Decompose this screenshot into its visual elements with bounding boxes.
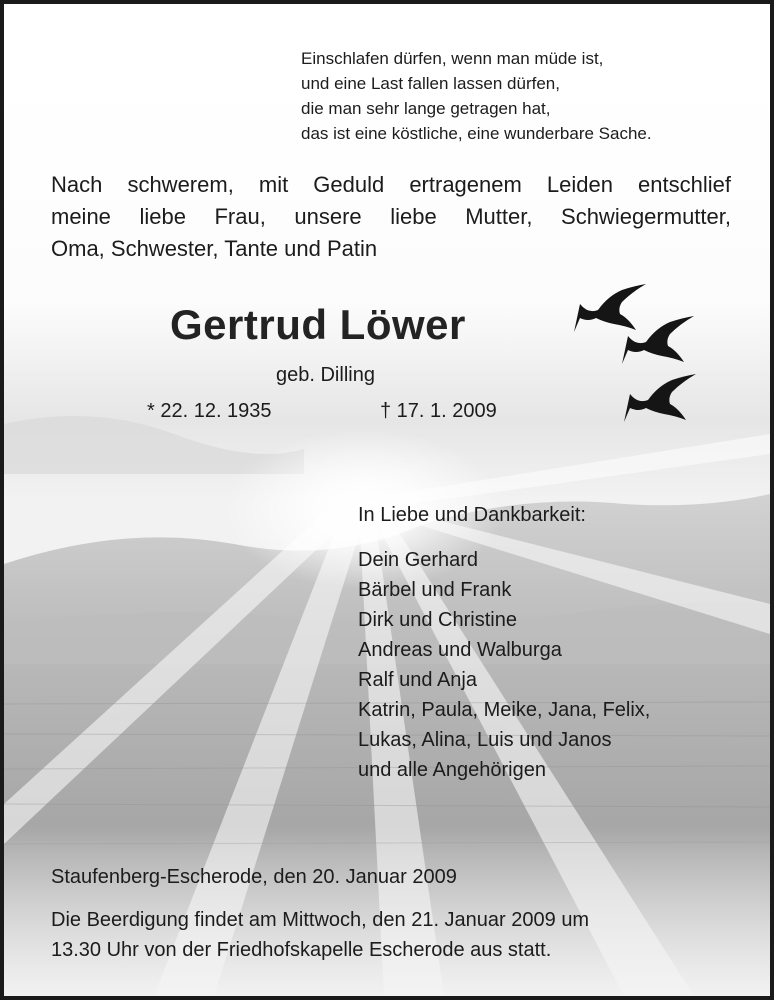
background-landscape-image — [4, 4, 770, 996]
mourner-name: und alle Angehörigen — [358, 759, 546, 781]
bird-icon — [622, 316, 694, 364]
mourner-name: Dein Gerhard — [358, 549, 479, 571]
announcement-line: Nach schwerem, mit Geduld ertragenem Leiden entschlief — [51, 172, 731, 197]
mourner-name: Andreas und Walburga — [358, 639, 562, 661]
mourner-name: Ralf und Anja — [358, 669, 477, 691]
birds-illustration — [564, 274, 704, 434]
poem-line: das ist eine köstliche, eine wunderbare Sache. — [301, 124, 652, 143]
bird-icon — [574, 284, 646, 332]
birth-name: geb. Dilling — [276, 364, 375, 386]
deceased-name: Gertrud Löwer — [170, 301, 466, 348]
announcement-line: Oma, Schwester, Tante und Patin — [51, 236, 378, 261]
funeral-line: Die Beerdigung findet am Mittwoch, den 21. Januar 2009 um — [51, 909, 590, 931]
mourner-name: Dirk und Christine — [358, 609, 517, 631]
place-and-date: Staufenberg-Escherode, den 20. Januar 2009 — [51, 866, 457, 888]
funeral-line: 13.30 Uhr von der Friedhofskapelle Escherode aus statt. — [51, 939, 552, 961]
mourner-name: Katrin, Paula, Meike, Jana, Felix, — [358, 699, 651, 721]
poem-line: Einschlafen dürfen, wenn man müde ist, — [301, 49, 604, 68]
bird-icon — [624, 374, 696, 422]
poem-quote — [301, 46, 652, 146]
death-date: † 17. 1. 2009 — [380, 400, 497, 422]
funeral-details — [51, 905, 589, 965]
mourner-name: Lukas, Alina, Luis und Janos — [358, 729, 612, 751]
announcement-line: meine liebe Frau, unsere liebe Mutter, Schwiegermutter, — [51, 204, 731, 229]
death-announcement-text — [51, 169, 731, 265]
mourners-heading: In Liebe und Dankbarkeit: — [358, 504, 586, 526]
poem-line: die man sehr lange getragen hat, — [301, 99, 551, 118]
mourner-name: Bärbel und Frank — [358, 579, 512, 601]
mourners-list — [358, 545, 650, 785]
birth-date: * 22. 12. 1935 — [147, 400, 272, 422]
poem-line: und eine Last fallen lassen dürfen, — [301, 74, 560, 93]
